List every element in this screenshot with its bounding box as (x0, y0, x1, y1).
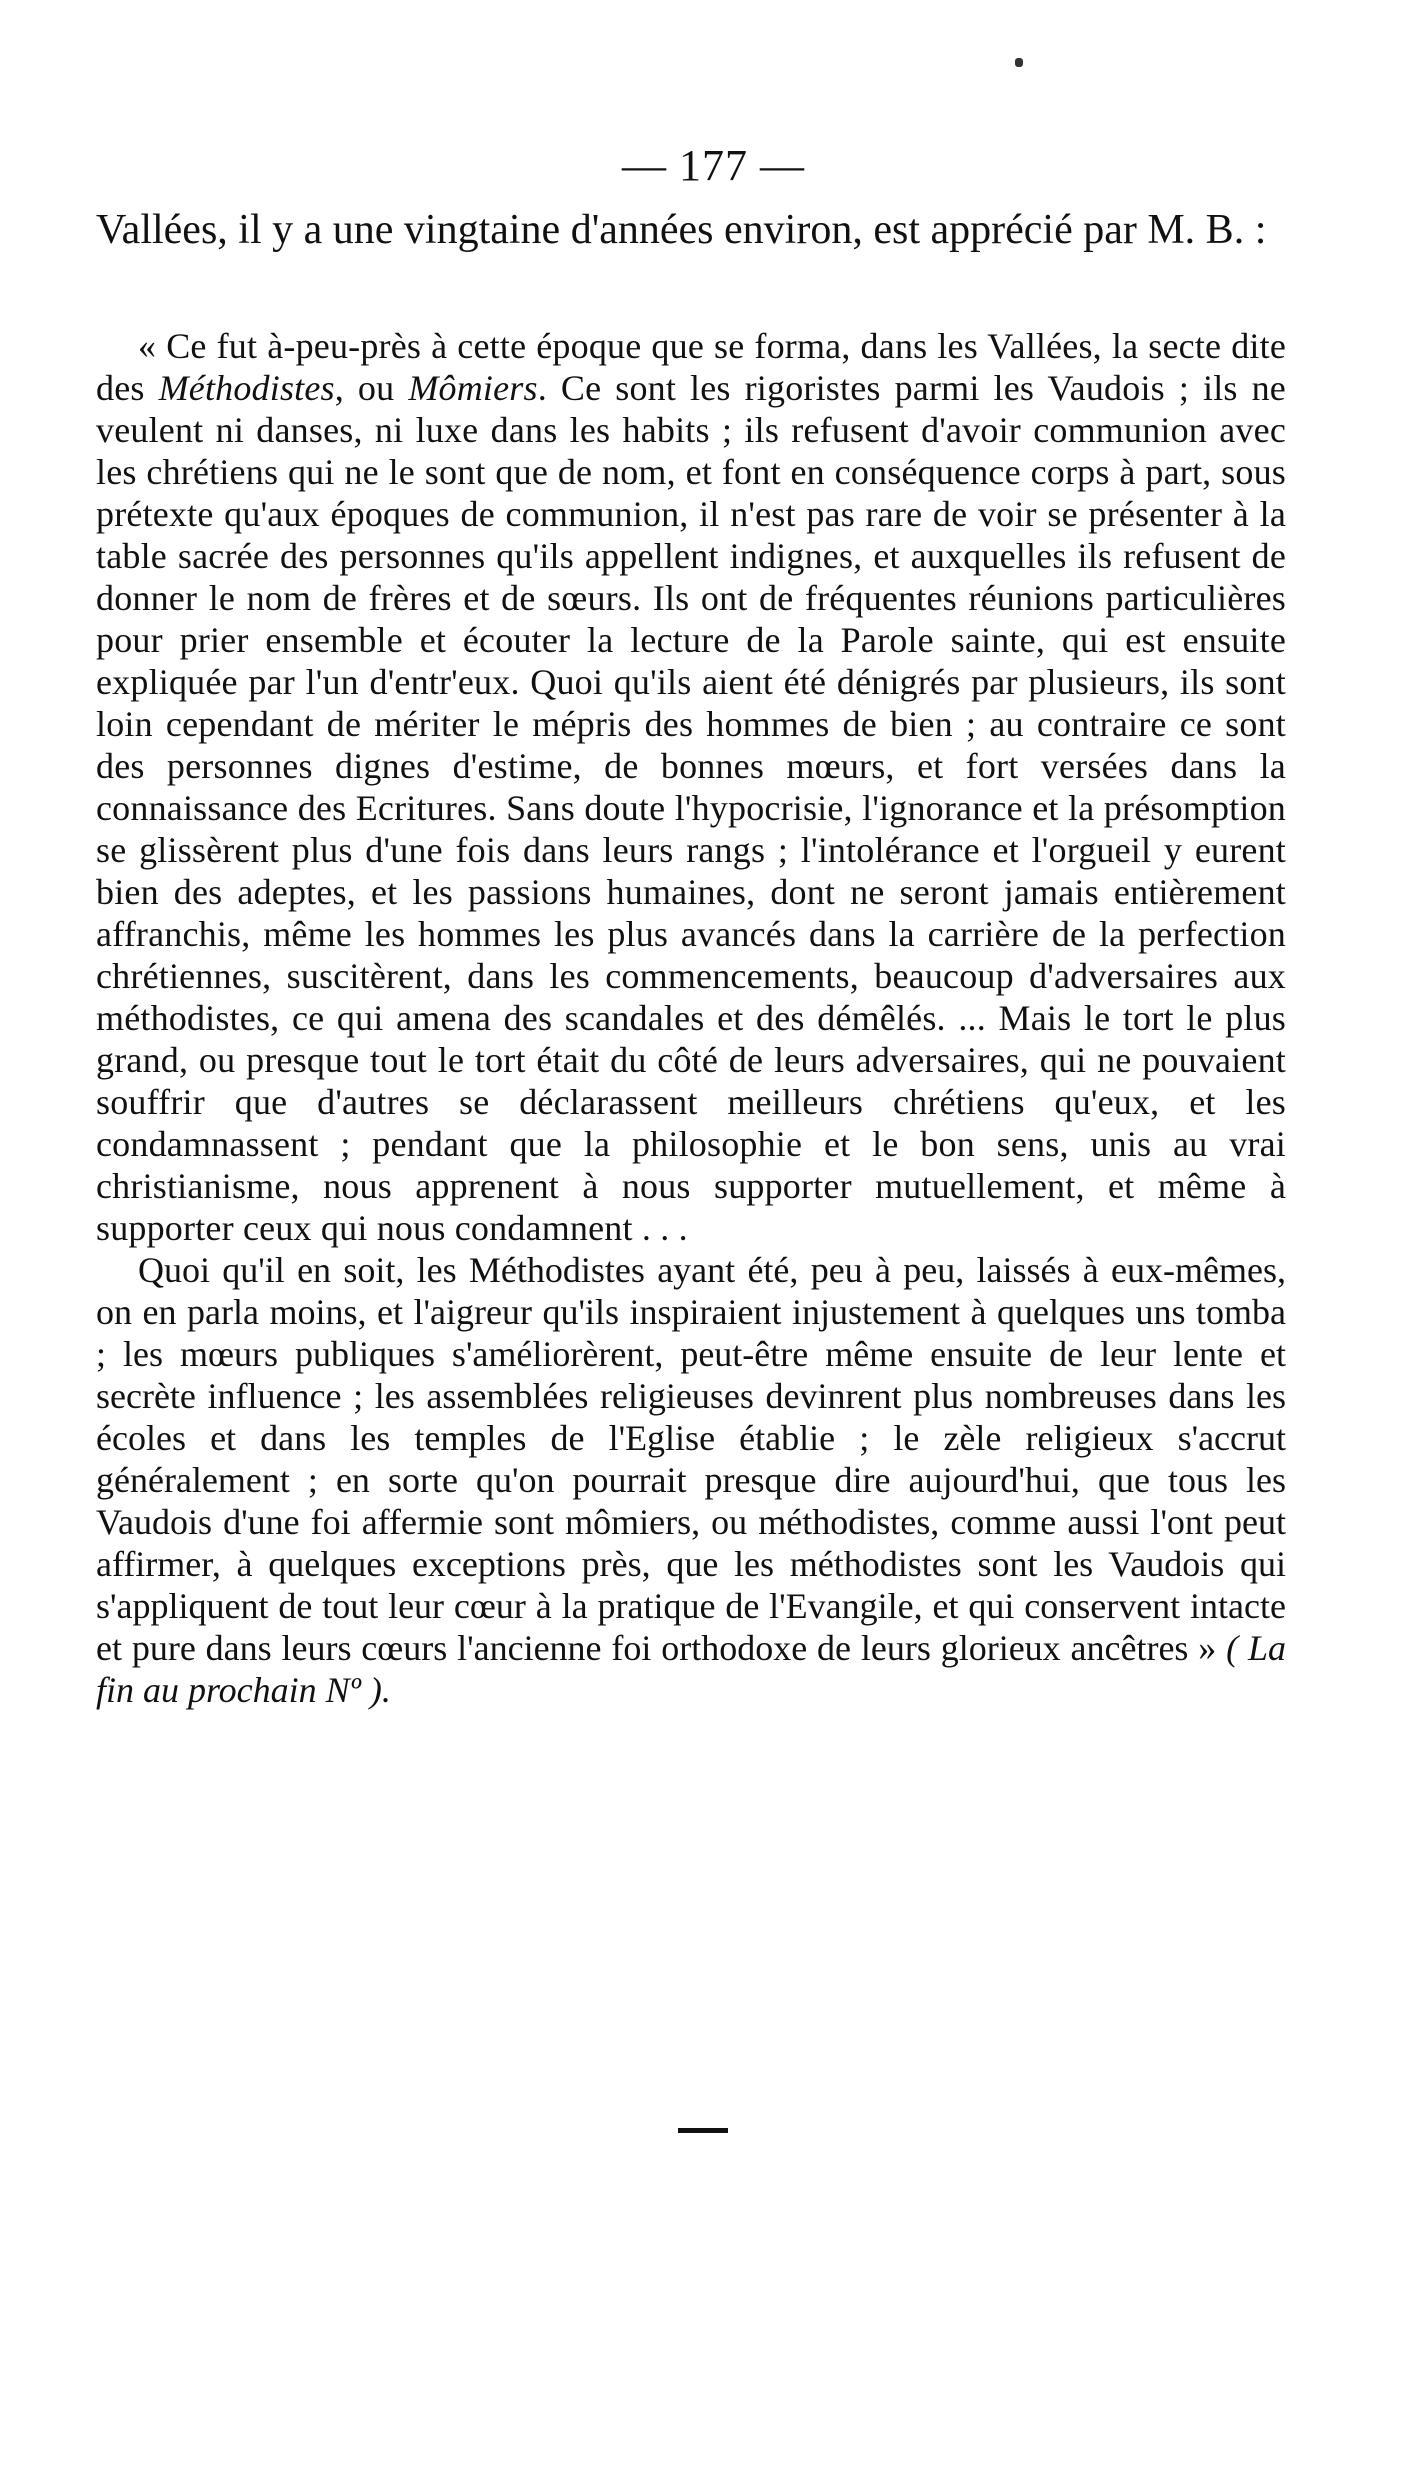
quote-p2-text: Quoi qu'il en soit, les Méthodistes ayant été, peu à peu, laissés à eux-mêmes, on en parla moins, et l'aigreur qu'ils inspiraient injustement à quelques uns tomba ; les mœurs publiques s'améliorèrent, peut-être même ensuite de leur lente et secrète influence ; les assemblées religieuses devinrent plus nombreuses dans les écoles et dans les temples de l'Eglise établie ; le zèle religieux s'accrut généralement ; en sorte qu'on pourrait presque dire aujourd'hui, que tous les Vaudois d'une foi affermie sont mômiers, ou méthodistes, comme aussi l'ont peut affirmer, à quelques exceptions près, que les méthodistes sont les Vaudois qui s'appliquent de tout leur cœur à la pratique de l'Evangile, et qui conservent intacte et pure dans leurs cœurs l'ancienne foi orthodoxe de leurs glorieux ancêtres » (96, 1250, 1286, 1668)
ink-speck (1015, 58, 1023, 67)
quote-p1-connector: , ou (334, 368, 409, 408)
quotation-block (96, 325, 1286, 1711)
quote-paragraph-1 (96, 325, 1286, 1249)
quote-paragraph-2 (96, 1249, 1286, 1711)
term-momiers: Mômiers (408, 368, 538, 408)
intro-text: Vallées, il y a une vingtaine d'années environ, est apprécié par M. B. : (96, 207, 1267, 253)
section-end-rule (678, 2128, 728, 2133)
term-methodistes: Méthodistes (158, 368, 335, 408)
intro-paragraph (96, 205, 1286, 255)
page-number: — 177 — (622, 141, 805, 190)
quote-p1-rest: . Ce sont les rigoristes parmi les Vaudois ; ils ne veulent ni danses, ni luxe dans les habits ; ils refusent d'avoir communion avec les chrétiens qui ne le sont que de nom, et font en conséquence corps à part, sous prétexte qu'aux époques de communion, il n'est pas rare de voir se présenter à la table sacrée des personnes qu'ils appellent indignes, et auxquelles ils refusent de donner le nom de frères et de sœurs. Ils ont de fréquentes réunions particulières pour prier ensemble et écouter la lecture de la Parole sainte, qui est ensuite expliquée par l'un d'entr'eux. Quoi qu'ils aient été dénigrés par plusieurs, ils sont loin cependant de mériter le mépris des hommes de bien ; au contraire ce sont des personnes dignes d'estime, de bonnes mœurs, et fort versées dans la connaissance des Ecritures. Sans doute l'hypocrisie, l'ignorance et la présomption se glissèrent plus d'une fois dans leurs rangs ; l'intolérance et l'orgueil y eurent bien des adeptes, et les passions humaines, dont ne seront jamais entièrement affranchis, même les hommes les plus avancés dans la carrière de la perfection chrétiennes, suscitèrent, dans les commencements, beaucoup d'adversaires aux méthodistes, ce qui amena des scandales et des démêlés. ... Mais le tort le plus grand, ou presque tout le tort était du côté de leurs adversaires, qui ne pouvaient souffrir que d'autres se déclarassent meilleurs chrétiens qu'eux, et les condamnassent ; pendant que la philosophie et le bon sens, unis au vrai christianisme, nous apprenent à nous supporter mutuellement, et même à supporter ceux qui nous condamnent . . . (96, 368, 1286, 1248)
quote-p1-start: « Ce fut à-peu-près à cette époque que se forma, dans les Vallées, la secte dite des (96, 326, 1286, 408)
continuation-note: ( La fin au prochain Nº ). (96, 1628, 1286, 1710)
